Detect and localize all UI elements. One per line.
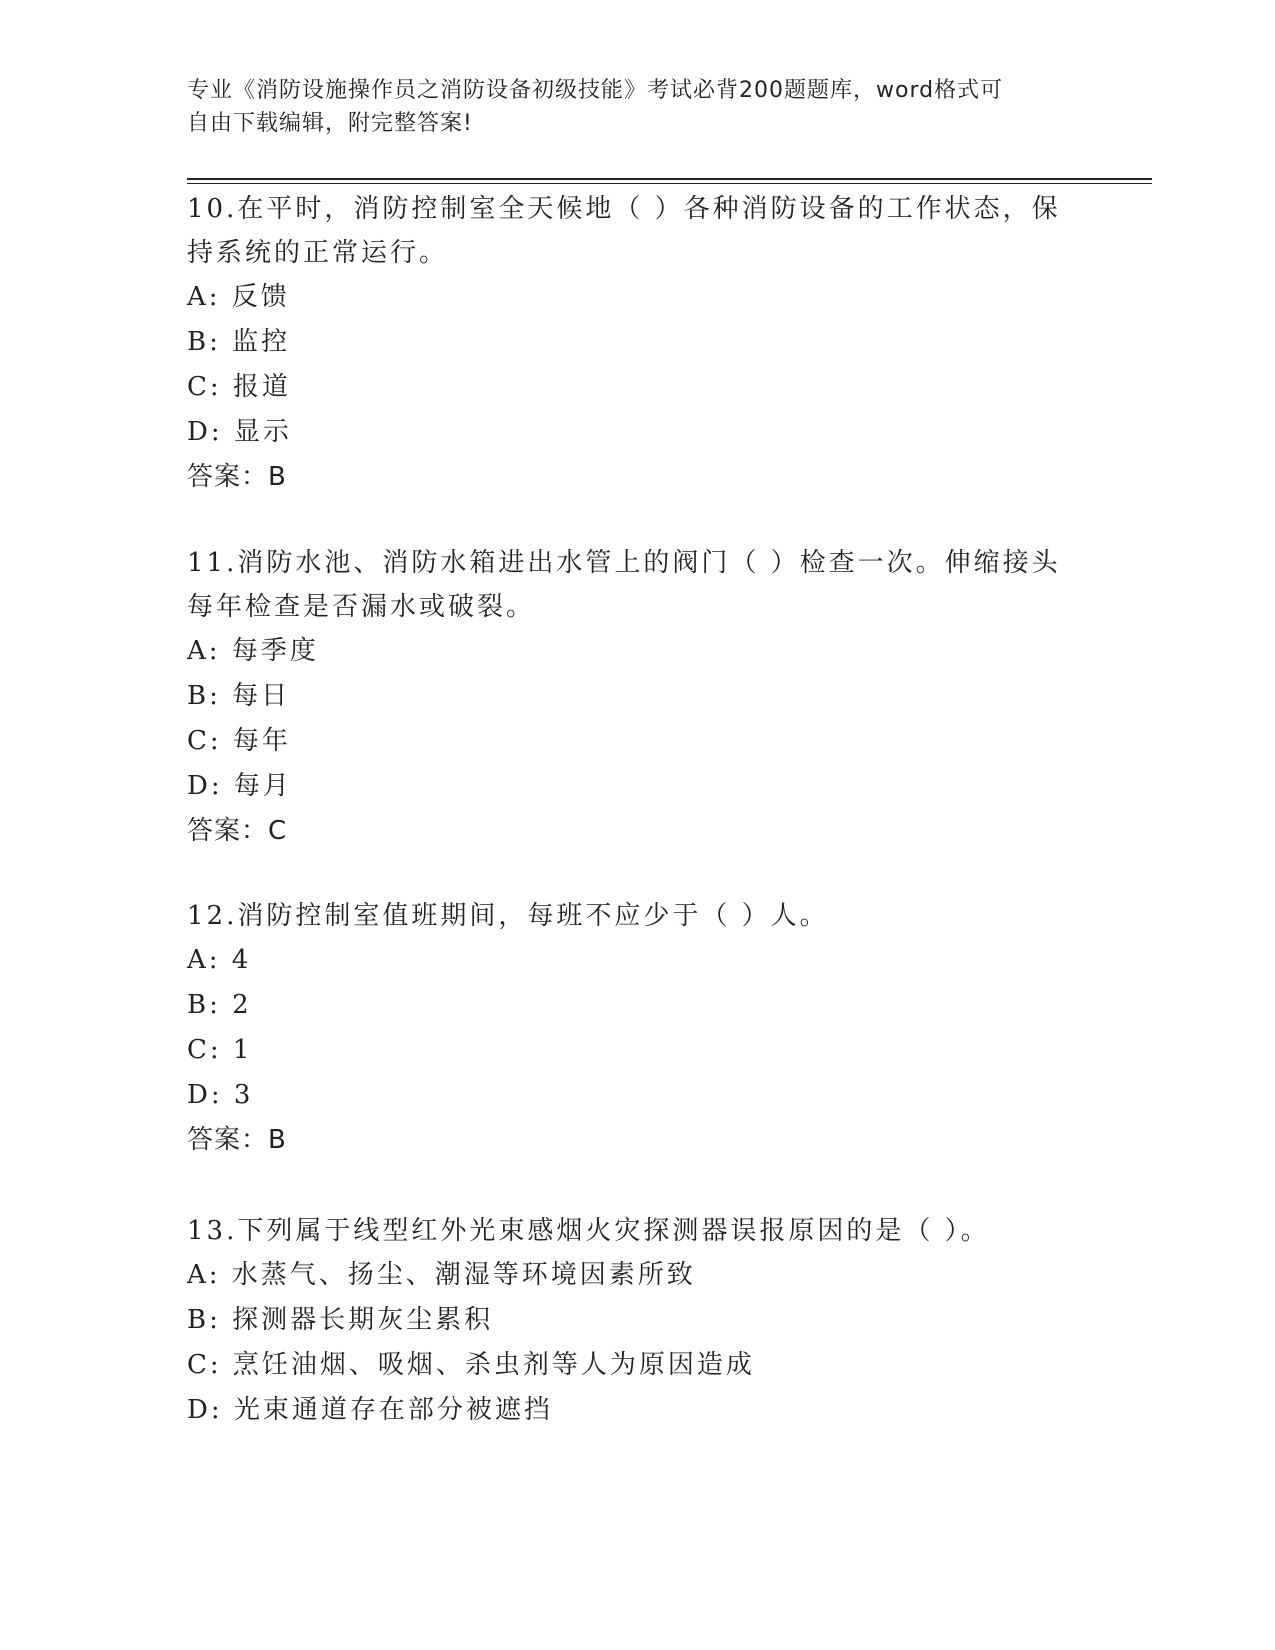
option-d: D: 每月 bbox=[187, 771, 292, 801]
option-d: D: 显示 bbox=[187, 417, 292, 447]
option-b: B: 2 bbox=[187, 990, 252, 1020]
option-c: C: 报道 bbox=[187, 372, 291, 402]
question-stem-line: 持系统的正常运行。 bbox=[187, 238, 449, 268]
option-d: D: 光束通道存在部分被遮挡 bbox=[187, 1395, 553, 1425]
option-a: A: 水蒸气、扬尘、潮湿等环境因素所致 bbox=[187, 1260, 696, 1290]
option-a: A: 4 bbox=[187, 945, 252, 975]
option-d: D: 3 bbox=[187, 1080, 254, 1110]
question-13 bbox=[187, 1209, 1087, 1433]
answer: 答案：B bbox=[187, 1125, 287, 1155]
answer: 答案：B bbox=[187, 462, 287, 492]
question-stem-line: 12.消防控制室值班期间，每班不应少于（ ）人。 bbox=[187, 901, 829, 931]
header-line-1: 专业《消防设施操作员之消防设备初级技能》考试必背200题题库，word格式可 bbox=[187, 78, 1004, 103]
option-c: C: 每年 bbox=[187, 726, 291, 756]
question-stem-line: 11.消防水池、消防水箱进出水管上的阀门（ ）检查一次。伸缩接头 bbox=[187, 548, 1061, 578]
question-11 bbox=[187, 541, 1087, 854]
option-b: B: 探测器长期灰尘累积 bbox=[187, 1305, 494, 1335]
option-b: B: 监控 bbox=[187, 327, 291, 357]
question-stem-line: 每年检查是否漏水或破裂。 bbox=[187, 592, 536, 622]
question-10 bbox=[187, 187, 1087, 500]
question-stem-line: 13.下列属于线型红外光束感烟火灾探测器误报原因的是（ ）。 bbox=[187, 1216, 990, 1246]
document-header bbox=[187, 74, 1087, 140]
option-c: C: 烹饪油烟、吸烟、杀虫剂等人为原因造成 bbox=[187, 1350, 755, 1380]
header-divider-thick bbox=[187, 178, 1152, 180]
answer: 答案：C bbox=[187, 816, 288, 846]
option-b: B: 每日 bbox=[187, 681, 291, 711]
header-divider-thin bbox=[187, 183, 1152, 184]
question-stem-line: 10.在平时，消防控制室全天候地（ ）各种消防设备的工作状态，保 bbox=[187, 194, 1061, 224]
option-c: C: 1 bbox=[187, 1035, 253, 1065]
option-a: A: 每季度 bbox=[187, 636, 319, 666]
question-12 bbox=[187, 894, 1087, 1163]
option-a: A: 反馈 bbox=[187, 282, 290, 312]
header-line-2: 自由下载编辑，附完整答案! bbox=[187, 111, 473, 136]
